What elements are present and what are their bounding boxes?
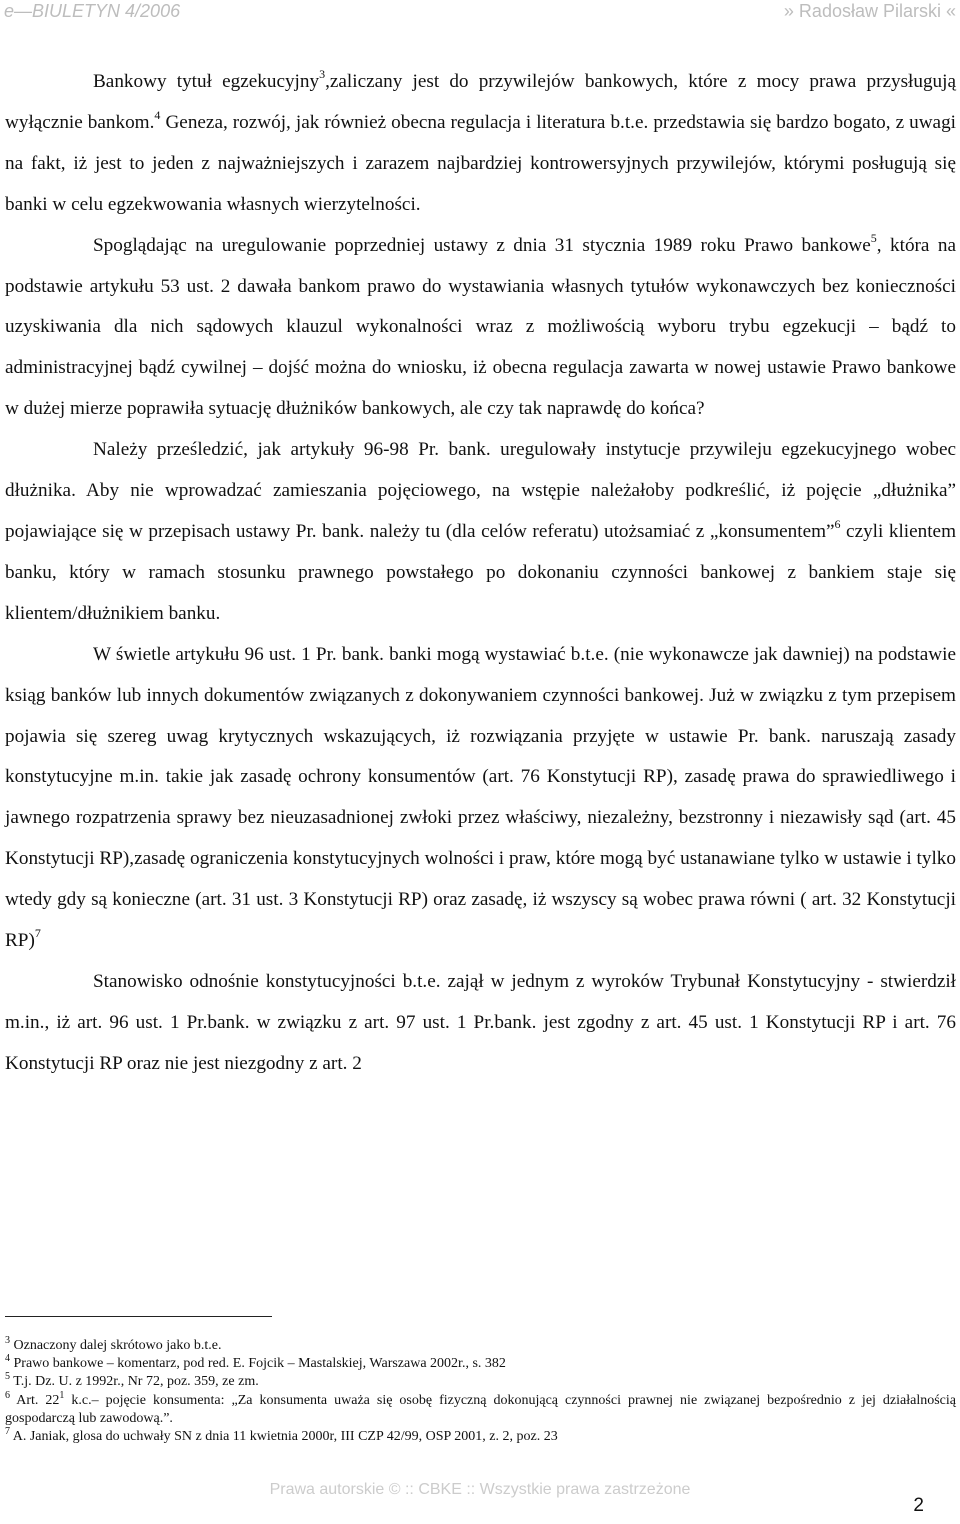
footnote-ref-6: 6 xyxy=(834,516,841,531)
page-number: 2 xyxy=(913,1495,924,1516)
footnote-ref-5: 5 xyxy=(870,230,877,245)
paragraph-5: Stanowisko odnośnie konstytucyjności b.t.e. zajął w jednym z wyroków Trybunał Konstytucyjny - stwierdził m.in., iż art. 96 ust. 1 Pr.bank. w związku z art. 97 ust. 1 Pr.bank. jest zgodny z art. 45 ust. 1 Konstytucji RP i art. 76 Konstytucji RP oraz nie jest niezgodny z art. 2 xyxy=(5,970,956,1074)
paragraph-3: Należy prześledzić, jak artykuły 96-98 Pr. bank. uregulowały instytucje przywileju egzekucyjnego wobec dłużnika. Aby nie wprowadzać zamieszania pojęciowego, na wstępie należałoby podkreślić, iż pojęcie „dłużnika” pojawiające się w przepisach ustawy Pr. bank. należy tu (dla celów referatu) utożsamiać z „konsumentem”$^6$ czyli klientem banku, który w ramach stosunku prawnego powstałego po dokonaniu czynności bankowej z bankiem staje się klientem/dłużnikiem banku. xyxy=(5,439,956,624)
paragraph-4: W świetle artykułu 96 ust. 1 Pr. bank. banki mogą wystawiać b.t.e. (nie wykonawcze jak dawniej) na podstawie ksiąg banków lub innych dokumentów związanych z dokonywaniem czynności bankowej. Już w związku z tym przepisem pojawia się szereg uwag krytycznych wskazujących, iż rozwiązania przyjęte w ustawie Pr. bank. naruszają zasady konstytucyjne m.in. takie jak zasadę ochrony konsumentów (art. 76 Konstytucji RP), zasadę prawa do sprawiedliwego i jawnego rozpatrzenia sprawy bez nieuzasadnionej zwłoki przez właściwy, niezależny, bezstronny i niezawisły sąd (art. 45 Konstytucji RP),zasadę ograniczenia konstytucyjnych wolności i praw, które mogą być ustanawiane tylko w ustawie i tylko wtedy gdy są konieczne (art. 31 ust. 3 Konstytucji RP) oraz zasadę, iż wszyscy są wobec prawa równi ( art. 32 Konstytucji RP)$^7$ xyxy=(5,643,956,952)
footnotes xyxy=(5,1337,956,1446)
footnote-divider xyxy=(5,1316,272,1317)
bulletin-title: e—BIULETYN 4/2006 xyxy=(4,1,181,21)
paragraph-1: Bankowy tytuł egzekucyjny$^3$,zaliczany jest do przywilejów bankowych, które z mocy prawa przysługują wyłącznie bankom.$^4$ Geneza, rozwój, jak również obecna regulacja i literatura b.t.e. przedstawia się bardzo bogato, z uwagi na fakt, iż jest to jeden z najważniejszych i zarazem najbardziej kontrowersyjnych przywilejów, którymi posługują się banki w celu egzekwowania własnych wierzytelności. xyxy=(5,67,957,215)
author-name: » Radosław Pilarski « xyxy=(783,1,956,21)
footnote-4: $^4$ Prawo bankowe – komentarz, pod red. E. Fojcik – Mastalskiej, Warszawa 2002r., s. 382 xyxy=(5,1353,506,1372)
footnote-7: $^7$ A. Janiak, glosa do uchwały SN z dnia 11 kwietnia 2000r, III CZP 42/99, OSP 2001, z. 2, poz. 23 xyxy=(5,1426,558,1445)
copyright-footer: Prawa autorskie © :: CBKE :: Wszystkie prawa zastrzeżone xyxy=(269,1481,691,1498)
paragraph-2: Spoglądając na uregulowanie poprzedniej ustawy z dnia 31 stycznia 1989 roku Prawo bankowe$^5$, która na podstawie artykułu 53 ust. 2 dawała bankom prawo do wystawiania własnych tytułów wykonawczych bez konieczności uzyskiwania dla nich sądowych klauzul wykonalności wraz z możliwością wyboru trybu egzekucji – bądź to administracyjnej bądź cywilnej – dojść można do wniosku, iż obecna regulacja zawarta w nowej ustawie Prawo bankowe w dużej mierze poprawiła sytuację dłużników bankowych, ale czy tak naprawdę do końca? xyxy=(5,230,956,420)
footnote-3: $^3$ Oznaczony dalej skrótowo jako b.t.e. xyxy=(5,1335,222,1353)
footnote-6: $^6$ Art. $22^1$ k.c.– pojęcie konsumenta: „Za konsumenta uważa się osobę fizyczną dokonującą czynności prawnej nie związanej bezpośrednio z jej działalnością gospodarczą lub zawodową.”. xyxy=(5,1389,956,1426)
footnote-ref-7: 7 xyxy=(34,926,41,941)
footnote-ref-4: 4 xyxy=(154,107,161,122)
footnote-5: $^5$ T.j. Dz. U. z 1992r., Nr 72, poz. 359, ze zm. xyxy=(5,1371,259,1390)
article-body xyxy=(5,62,956,1085)
footnote-ref-3: 3 xyxy=(319,67,326,81)
running-header xyxy=(0,0,960,24)
